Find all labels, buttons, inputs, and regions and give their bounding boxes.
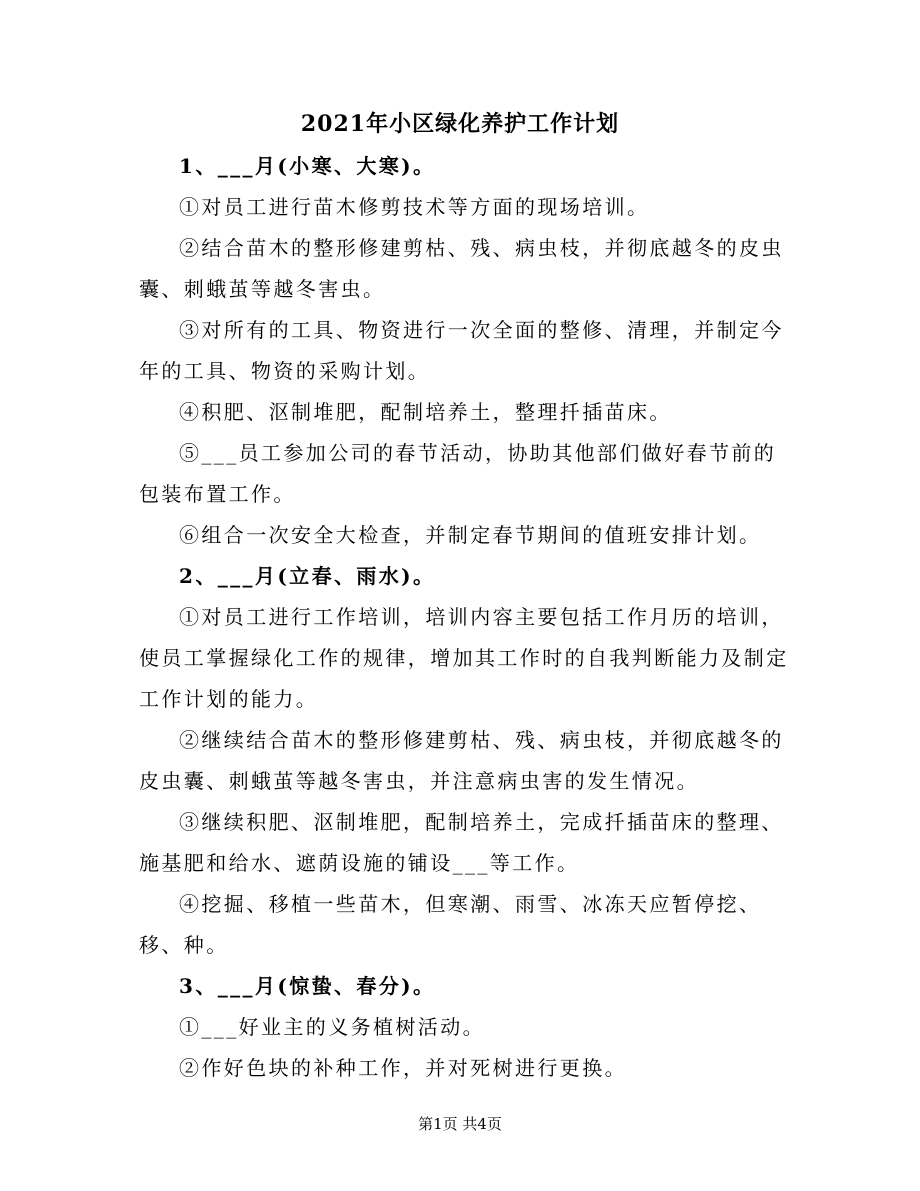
paragraph: ②作好色块的补种工作，并对死树进行更换。 <box>179 1056 627 1080</box>
paragraph: ①对员工进行工作培训，培训内容主要包括工作月历的培训，使员工掌握绿化工作的规律，增加其工作时的自我判断能力及制定工作计划的能力。 <box>139 605 789 711</box>
document-body <box>139 146 789 1089</box>
paragraph: ②继续结合苗木的整形修建剪枯、残、病虫枝，并彻底越冬的皮虫囊、刺蛾茧等越冬害虫，并注意病虫害的发生情况。 <box>139 728 784 793</box>
paragraph: ⑥组合一次安全大检查，并制定春节期间的值班安排计划。 <box>179 523 762 547</box>
section-heading-2: 2、___月(立春、雨水)。 <box>179 564 436 588</box>
page-number: 第1页 共4页 <box>418 1115 502 1133</box>
paragraph: ①___好业主的义务植树活动。 <box>179 1015 485 1039</box>
document-title: 2021年小区绿化养护工作计划 <box>300 111 620 137</box>
paragraph: ②结合苗木的整形修建剪枯、残、病虫枝，并彻底越冬的皮虫囊、刺蛾茧等越冬害虫。 <box>139 236 784 301</box>
paragraph: ①对员工进行苗木修剪技术等方面的现场培训。 <box>179 195 650 219</box>
paragraph: ④积肥、沤制堆肥，配制培养土，整理扦插苗床。 <box>179 400 672 424</box>
paragraph: ⑤___员工参加公司的春节活动，协助其他部们做好春节前的包装布置工作。 <box>139 441 777 506</box>
section-heading-1: 1、___月(小寒、大寒)。 <box>179 154 436 178</box>
section-heading-3: 3、___月(惊蛰、春分)。 <box>179 974 436 998</box>
paragraph: ③继续积肥、沤制堆肥，配制培养土，完成扦插苗床的整理、施基肥和给水、遮荫设施的铺设___等工作。 <box>139 810 784 875</box>
paragraph: ③对所有的工具、物资进行一次全面的整修、清理，并制定今年的工具、物资的采购计划。 <box>139 318 784 383</box>
paragraph: ④挖掘、移植一些苗木，但寒潮、雨雪、冰冻天应暂停挖、移、种。 <box>139 892 762 957</box>
